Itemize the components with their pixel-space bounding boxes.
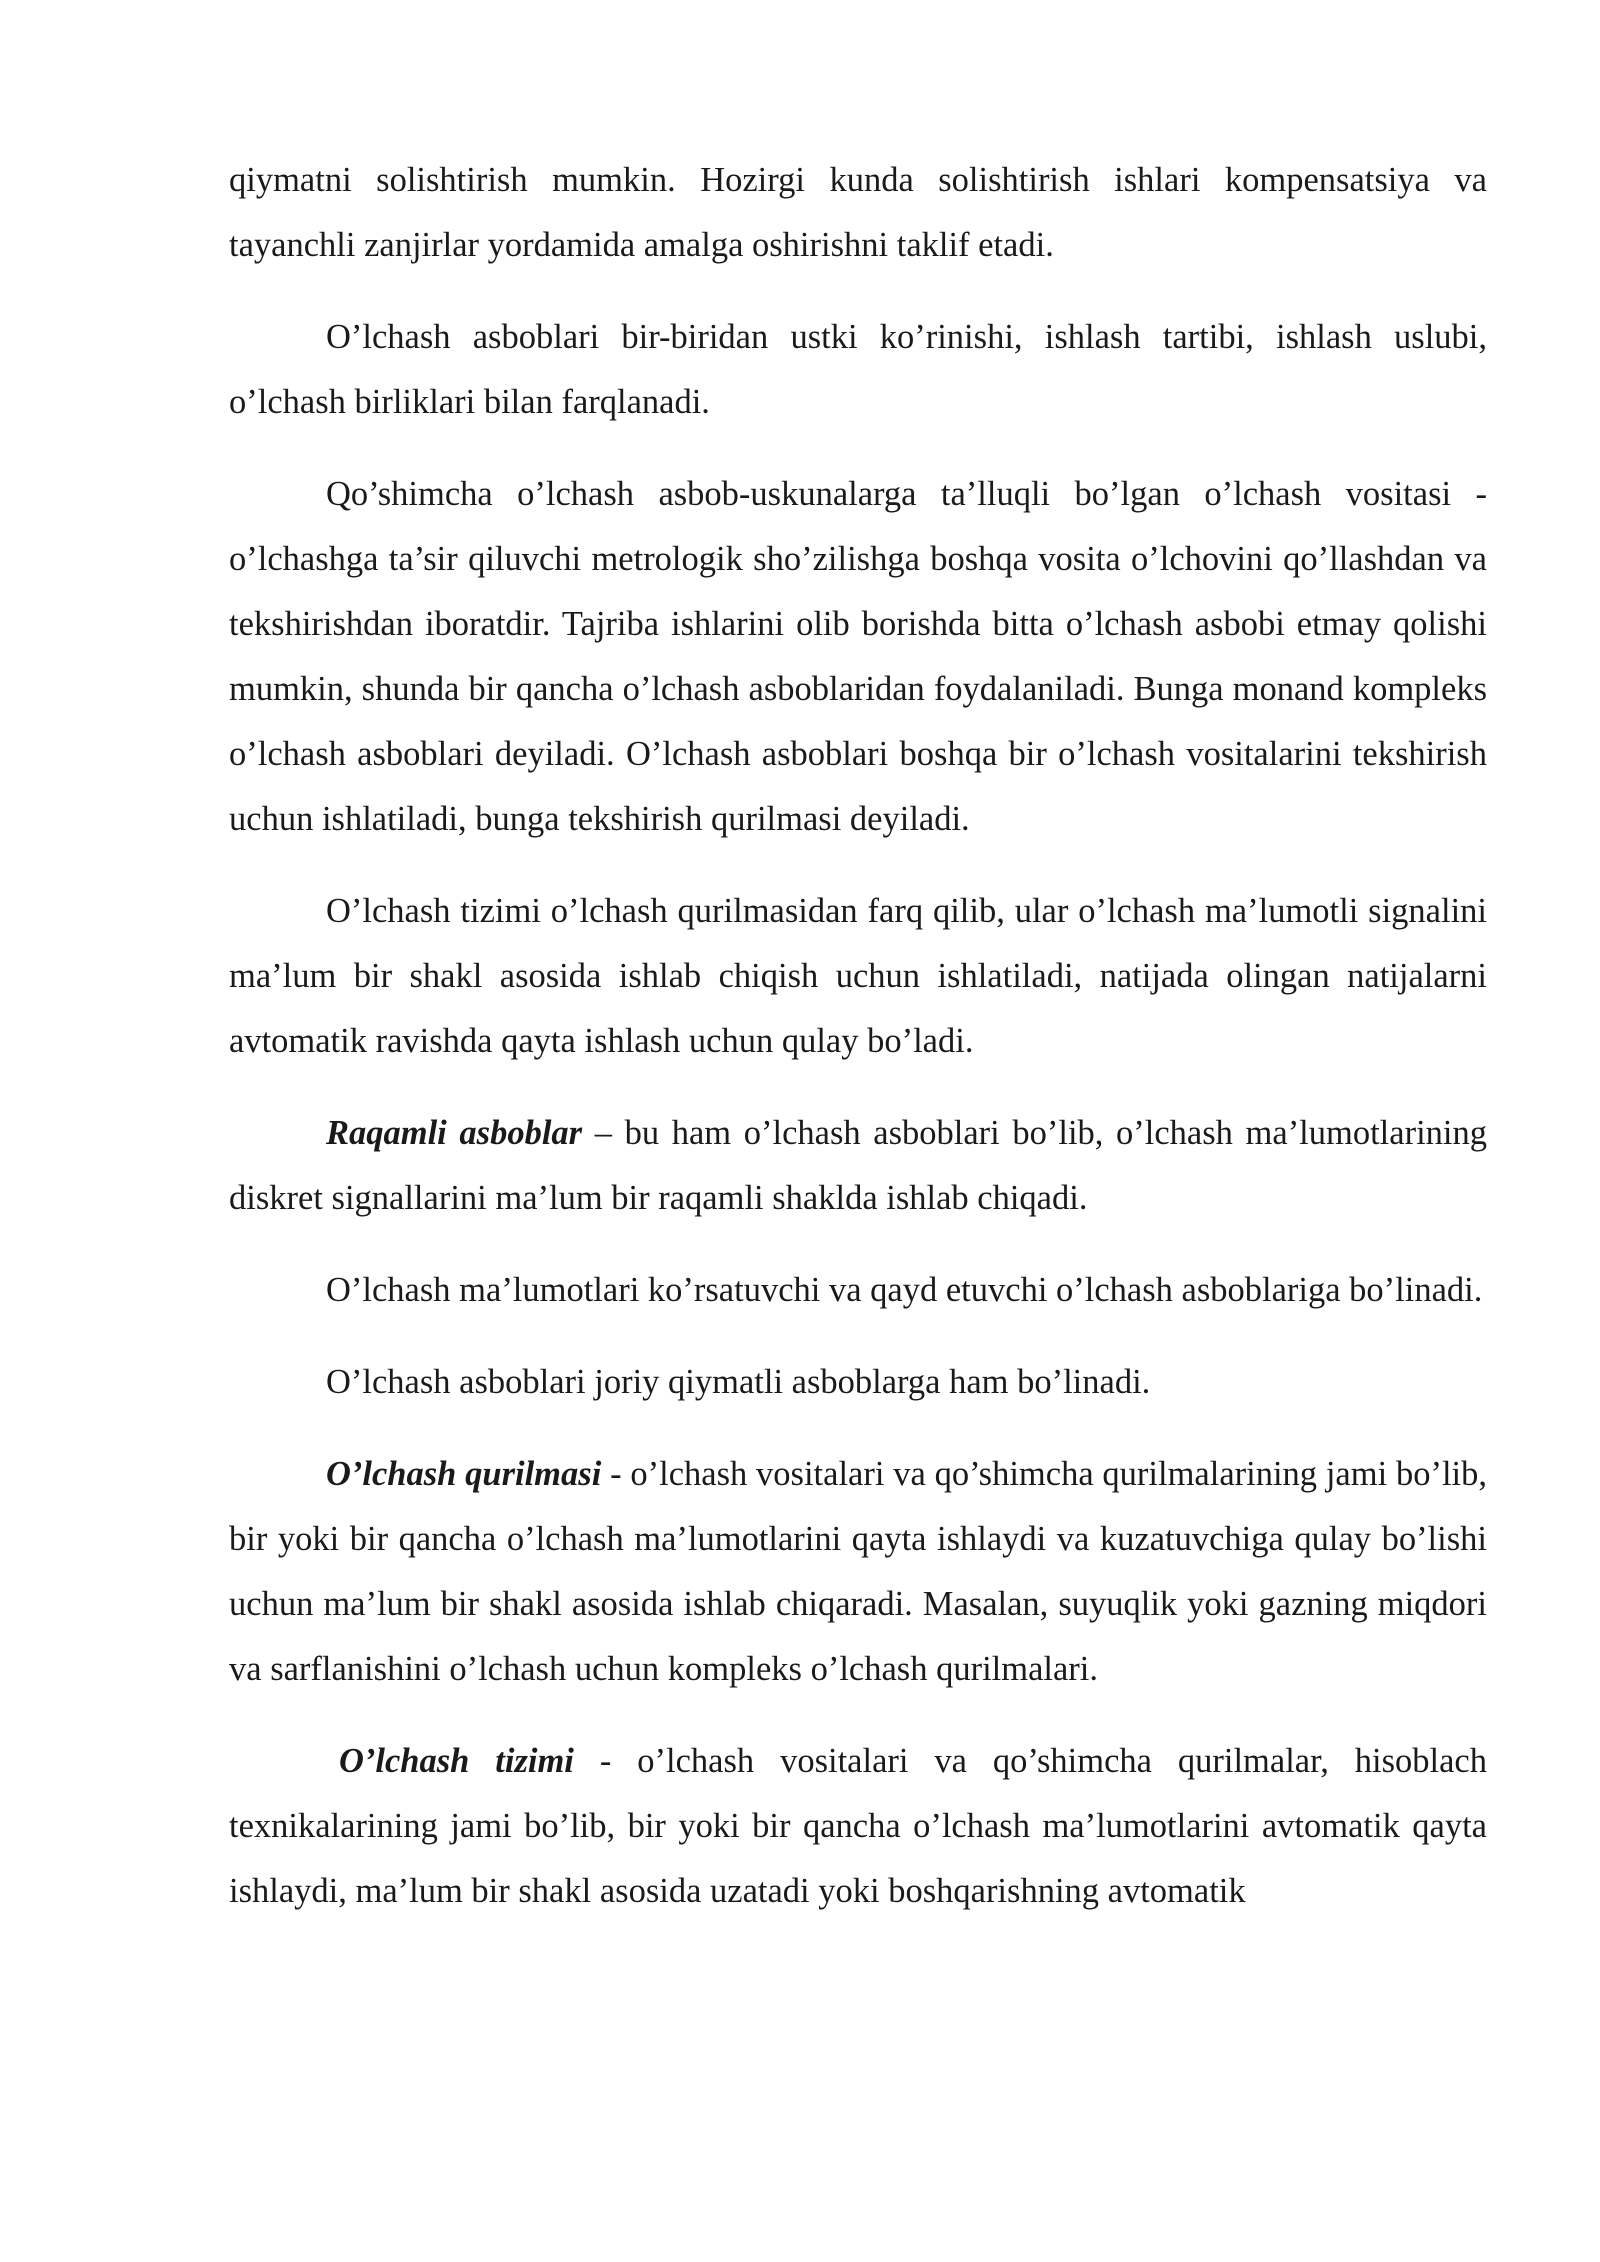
term-olchash-qurilmasi: O’lchash qurilmasi — [326, 1455, 602, 1493]
paragraph-text: O’lchash ma’lumotlari ko’rsatuvchi va qayd etuvchi o’lchash asboblariga bo’linadi. — [326, 1271, 1483, 1309]
paragraph-text: O’lchash tizimi o’lchash qurilmasidan farq qilib, ular o’lchash ma’lumotli signalini ma’lum bir shakl asosida ishlab chiqish uchun ishlatiladi, natijada olingan natijalarni avtomatik ravishda qayta ishlash uchun qulay bo’ladi. — [229, 892, 1487, 1060]
term-olchash-tizimi: O’lchash tizimi — [339, 1742, 574, 1780]
paragraph-text: O’lchash asboblari bir-biridan ustki ko’rinishi, ishlash tartibi, ishlash uslubi, o’lchash birliklari bilan farqlanadi. — [229, 318, 1487, 421]
document-page — [229, 148, 1487, 1951]
paragraph-9 — [229, 1729, 1487, 1924]
paragraph-text: – bu ham o’lchash asboblari bo’lib, o’lchash ma’lumotlarining diskret signallarini ma’lum bir raqamli shaklda ishlab chiqadi. — [229, 1114, 1487, 1217]
paragraph-3 — [229, 462, 1487, 852]
paragraph-1 — [229, 148, 1487, 278]
paragraph-text: qiymatni solishtirish mumkin. Hozirgi kunda solishtirish ishlari kompensatsiya va tayanchli zanjirlar yordamida amalga oshirishni taklif etadi. — [229, 161, 1487, 264]
term-raqamli-asboblar: Raqamli asboblar — [326, 1114, 583, 1152]
paragraph-4 — [229, 879, 1487, 1074]
paragraph-8 — [229, 1442, 1487, 1702]
paragraph-text: - o’lchash vositalari va qo’shimcha qurilmalar, hisoblach texnikalarining jami bo’lib, bir yoki bir qancha o’lchash ma’lumotlarini avtomatik qayta ishlaydi, ma’lum bir shakl asosida uzatadi yoki boshqarishning avtomatik — [229, 1742, 1487, 1910]
paragraph-2 — [229, 305, 1487, 435]
paragraph-7 — [229, 1350, 1487, 1415]
paragraph-5 — [229, 1101, 1487, 1231]
paragraph-text: - o’lchash vositalari va qo’shimcha qurilmalarining jami bo’lib, bir yoki bir qancha o’lchash ma’lumotlarini qayta ishlaydi va kuzatuvchiga qulay bo’lishi uchun ma’lum bir shakl asosida ishlab chiqaradi. Masalan, suyuqlik yoki gazning miqdori va sarflanishini o’lchash uchun kompleks o’lchash qurilmalari. — [229, 1455, 1487, 1688]
paragraph-6 — [229, 1258, 1487, 1323]
paragraph-text: Qo’shimcha o’lchash asbob-uskunalarga ta’lluqli bo’lgan o’lchash vositasi - o’lchashga ta’sir qiluvchi metrologik sho’zilishga boshqa vosita o’lchovini qo’llashdan va tekshirishdan iboratdir. Tajriba ishlarini olib borishda bitta o’lchash asbobi etmay qolishi mumkin, shunda bir qancha o’lchash asboblaridan foydalaniladi. Bunga monand kompleks o’lchash asboblari deyiladi. O’lchash asboblari boshqa bir o’lchash vositalarini tekshirish uchun ishlatiladi, bunga tekshirish qurilmasi deyiladi. — [229, 475, 1487, 838]
paragraph-text: O’lchash asboblari joriy qiymatli asboblarga ham bo’linadi. — [326, 1363, 1151, 1401]
